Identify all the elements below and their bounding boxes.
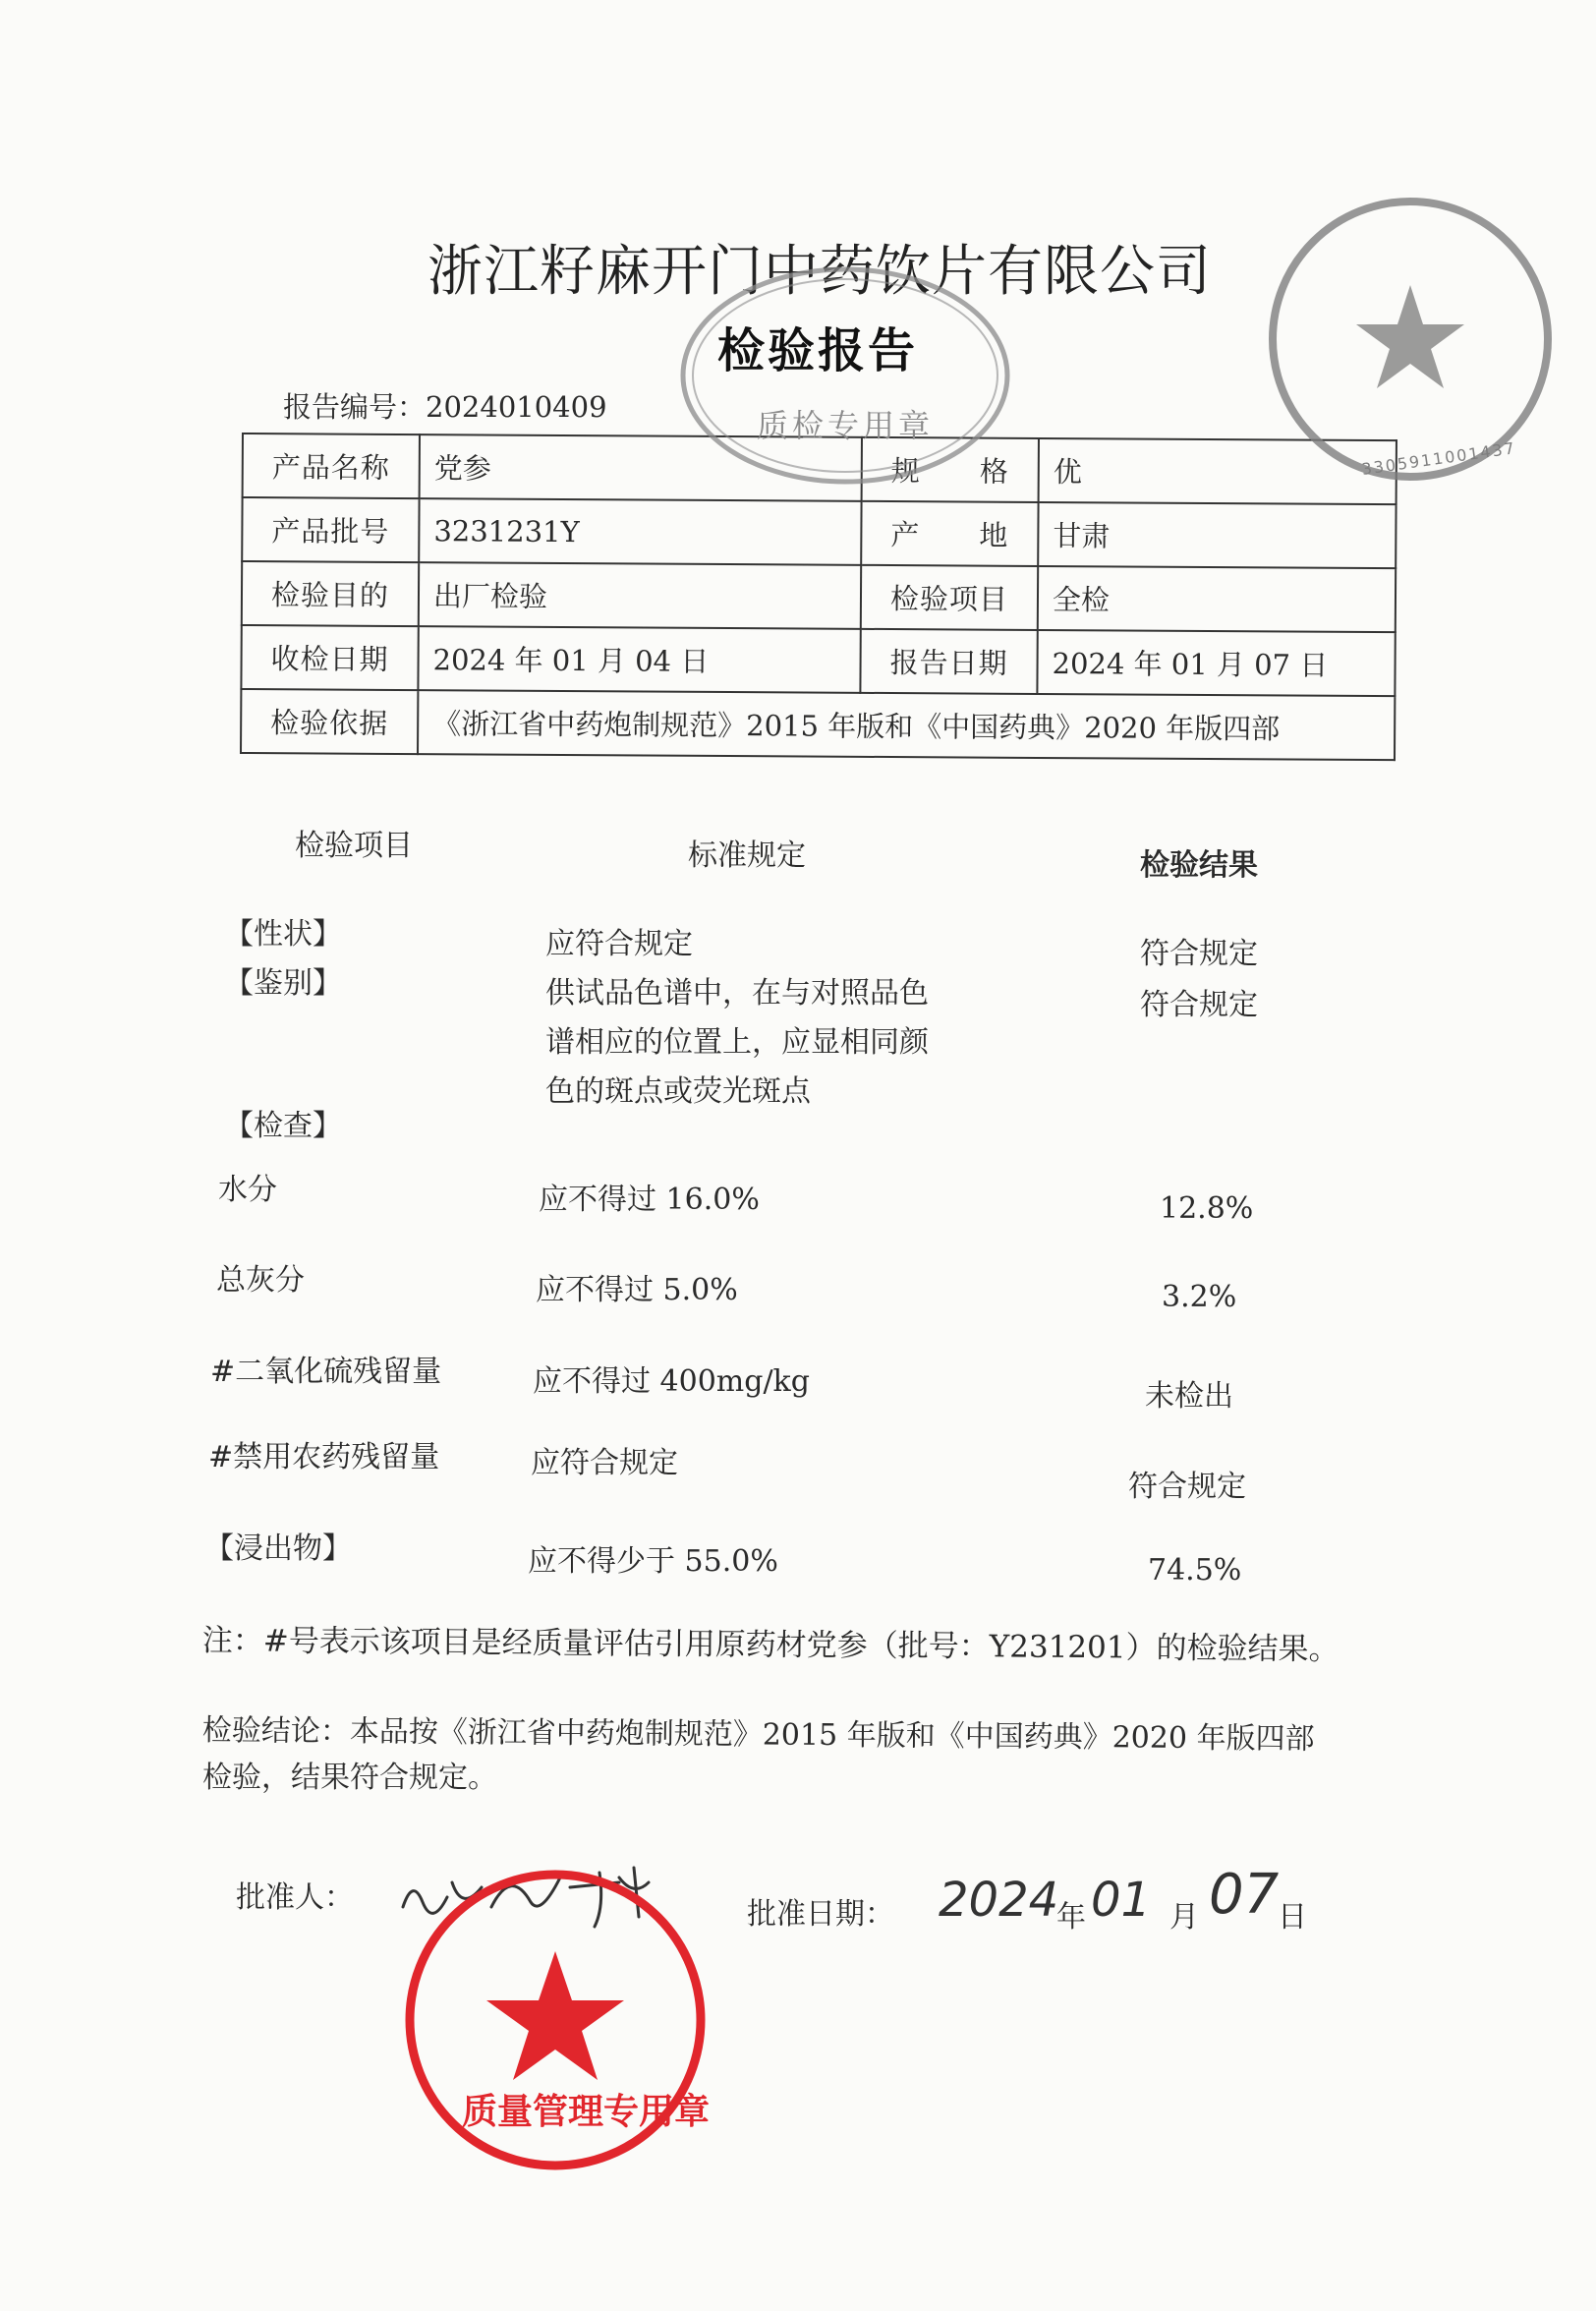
- identification-standard-line1: 供试品色谱中，在与对照品色: [545, 976, 929, 1011]
- table-row: [241, 689, 1395, 760]
- report-date-label: 报告日期: [860, 629, 1037, 694]
- table-row: [242, 561, 1396, 632]
- traits-label: 【性状】: [224, 917, 342, 952]
- extract-result: 74.5%: [1148, 1553, 1242, 1588]
- pesticide-label: #禁用农药残留量: [208, 1440, 440, 1474]
- items-label: 检验项目: [861, 565, 1038, 630]
- company-stamp-code: 3305911001437: [1360, 438, 1517, 479]
- identification-result: 符合规定: [1140, 988, 1258, 1022]
- document-title: 检验报告: [717, 323, 919, 378]
- receive-date-label: 收检日期: [241, 625, 418, 690]
- pesticide-standard: 应符合规定: [531, 1446, 678, 1480]
- traits-standard: 应符合规定: [545, 927, 693, 961]
- so2-result: 未检出: [1145, 1379, 1233, 1414]
- report-number: [283, 385, 607, 426]
- report-number-value: 2024010409: [426, 390, 607, 424]
- company-name: 浙江籽麻开门中药饮片有限公司: [428, 240, 1212, 304]
- ash-result: 3.2%: [1162, 1280, 1237, 1314]
- approval-date-year: 2024: [939, 1873, 1059, 1928]
- conclusion-line2: 检验，结果符合规定。: [202, 1761, 497, 1795]
- qc-stamp-sub: 质检专用章: [757, 407, 935, 444]
- moisture-standard: 应不得过 16.0%: [539, 1183, 760, 1217]
- column-header-result: 检验结果: [1140, 848, 1258, 883]
- origin-label: 产 地: [861, 501, 1038, 566]
- ash-label: 总灰分: [216, 1263, 305, 1298]
- so2-label: #二氧化硫残留量: [210, 1355, 442, 1389]
- batch-label: 产品批号: [242, 497, 419, 562]
- items-value: 全检: [1038, 566, 1396, 632]
- pesticide-result: 符合规定: [1128, 1470, 1246, 1504]
- extract-label: 【浸出物】: [204, 1531, 352, 1566]
- spec-value: 优: [1039, 438, 1396, 504]
- star-icon: [486, 1951, 624, 2080]
- note: 注：#号表示该项目是经质量评估引用原药材党参（批号：Y231201）的检验结果。: [201, 1622, 1340, 1668]
- table-row: [241, 625, 1395, 696]
- red-stamp-sub: 质量管理专用章: [462, 2092, 711, 2132]
- traits-result: 符合规定: [1140, 937, 1258, 971]
- extract-standard: 应不得少于 55.0%: [528, 1544, 778, 1579]
- approver-label: 批准人：: [236, 1880, 354, 1915]
- identification-standard-line3: 色的斑点或荧光斑点: [545, 1074, 811, 1109]
- purpose-label: 检验目的: [242, 561, 419, 626]
- product-name-value: 党参: [420, 434, 862, 501]
- approval-year-unit: 年: [1056, 1900, 1086, 1935]
- approval-date-day: 07: [1209, 1863, 1280, 1927]
- product-name-label: 产品名称: [243, 433, 420, 498]
- basis-label: 检验依据: [241, 689, 418, 754]
- column-header-item: 检验项目: [295, 829, 413, 863]
- report-date-value: 2024 年 01 月 07 日: [1037, 630, 1395, 696]
- conclusion-line1: 检验结论：本品按《浙江省中药炮制规范》2015 年版和《中国药典》2020 年版四部: [201, 1712, 1315, 1757]
- ash-standard: 应不得过 5.0%: [536, 1273, 738, 1307]
- approval-day-unit: 日: [1278, 1900, 1307, 1935]
- so2-standard: 应不得过 400mg/kg: [533, 1364, 810, 1399]
- receive-date-value: 2024 年 01 月 04 日: [418, 626, 860, 693]
- moisture-label: 水分: [218, 1173, 277, 1207]
- origin-value: 甘肃: [1038, 502, 1396, 568]
- star-icon: [1356, 285, 1464, 388]
- basis-value: 《浙江省中药炮制规范》2015 年版和《中国药典》2020 年版四部: [418, 690, 1395, 760]
- approval-date-label: 批准日期：: [747, 1897, 894, 1932]
- identification-standard-line2: 谱相应的位置上，应显相同颜: [545, 1025, 929, 1060]
- identification-label: 【鉴别】: [224, 966, 342, 1001]
- qc-stamp: [678, 265, 1012, 487]
- column-header-standard: 标准规定: [688, 838, 806, 873]
- approval-month-unit: 月: [1169, 1900, 1199, 1935]
- purpose-value: 出厂检验: [419, 562, 861, 629]
- approval-date-month: 01: [1091, 1873, 1152, 1928]
- moisture-result: 12.8%: [1160, 1191, 1254, 1226]
- batch-value: 3231231Y: [419, 498, 861, 565]
- check-label: 【检查】: [224, 1109, 342, 1143]
- spec-label: 规 格: [862, 437, 1039, 502]
- table-row: [242, 497, 1396, 568]
- report-number-label: 报告编号：: [283, 390, 427, 424]
